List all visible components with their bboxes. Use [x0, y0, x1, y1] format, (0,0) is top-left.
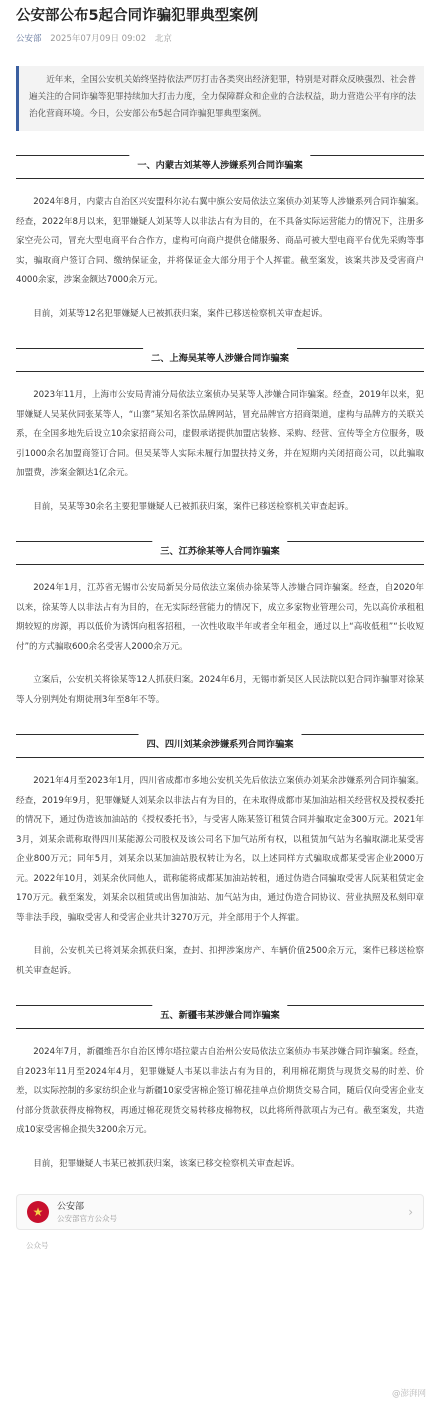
section-paragraph: 立案后，公安机关将徐某等12人抓获归案。2024年6月，无锡市新吴区人民法院以犯合同诈骗罪对徐某等人分别判处有期徒刑3年至8年不等。 [16, 675, 424, 705]
section-heading-text: 五、新疆韦某涉嫌合同诈骗案 [152, 1004, 287, 1028]
publish-datetime: 2025年07月09日 09:02 [50, 34, 147, 44]
account-card[interactable] [16, 1194, 424, 1230]
chevron-right-icon: › [408, 1205, 413, 1219]
account-name: 公安部 [57, 1201, 85, 1212]
section-heading-1 [16, 155, 424, 179]
section-heading-4 [16, 734, 424, 758]
section-paragraph: 2024年1月，江苏省无锡市公安局新吴分局依法立案侦办徐某等人涉嫌合同诈骗案。经查，自2020年以来，徐某等人以非法占有为目的，在无实际经营能力的情况下，成立多家物业管理公司，先以高价承租租期较短的房源，再以低价为诱饵向租客招租，一次性收取半年或者全年租金，通过以上“高收低租”“长收短付”的方式骗取600余名受害人2000余万元。 [16, 583, 424, 652]
article [0, 6, 440, 1174]
publish-location: 北京 [154, 34, 172, 44]
section-paragraph: 2021年4月至2023年1月，四川省成都市多地公安机关先后依法立案侦办刘某余涉嫌系列合同诈骗案。经查，2019年9月，犯罪嫌疑人刘某余以非法占有为目的，在未取得成都市某加油站相关经营权及授权委托的情况下，通过伪造该加油站的《授权委托书》，与受害人陈某签订租赁合同并骗取定金300万元。2021年3月，刘某余谎称取得四川某能源公司股权及该公司名下加气站所有权，以租赁加气站为名骗取湖北某受害企业800万元；同年5月，刘某余以某加油站股权转让为名，以上述同样方式骗取成都某受害企业2000万元。2022年10月，刘某余伙同他人，谎称能将成都某加油站转租，通过伪造合同骗取受害人阮某租赁定金170万元。截至案发，刘某余以租赁或出售加油站、加气站为由，通过伪造合同协议、营业执照及私刻印章等非法手段，骗取受害人和受害企业共计3270万元，并全部用于个人挥霍。 [16, 776, 424, 923]
section-heading-5 [16, 1005, 424, 1029]
article-title: 公安部公布5起合同诈骗犯罪典型案例 [16, 8, 259, 24]
section-heading-text: 三、江苏徐某等人合同诈骗案 [152, 540, 287, 564]
section-paragraph: 目前，犯罪嫌疑人韦某已被抓获归案，该案已移交检察机关审查起诉。 [33, 1158, 300, 1169]
section-paragraph: 2024年8月，内蒙古自治区兴安盟科尔沁右翼中旗公安局依法立案侦办刘某等人涉嫌系列合同诈骗案。经查，2022年8月以来，犯罪嫌疑人刘某等人以非法占有为目的，在不具备实际运营能力的情况下，注册多家空壳公司，冒充大型电商平台合作方，虚构可向商户提供仓储服务、商品可被大型电商平台优先采购等事实，骗取商户签订合同、缴纳保证金，并将保证金大部分用于个人挥霍。截至案发，该案共涉及受害商户4000余家，涉案金额达7000余万元。 [16, 197, 424, 285]
section-paragraph: 目前，吴某等30余名主要犯罪嫌疑人已被抓获归案，案件已移送检察机关审查起诉。 [33, 501, 354, 512]
section-heading-text: 一、内蒙古刘某等人涉嫌系列合同诈骗案 [129, 154, 310, 178]
watermark: @澎湃网 [391, 1389, 426, 1399]
section-paragraph: 目前，公安机关已将刘某余抓获归案，查封、扣押涉案房产、车辆价值2500余万元，案件已移送检察机关审查起诉。 [16, 946, 424, 976]
account-card-text [57, 1201, 408, 1224]
intro-block: 近年来，全国公安机关始终坚持依法严厉打击各类突出经济犯罪，特别是对群众反映强烈、社会普遍关注的合同诈骗等犯罪持续加大打击力度，全力保障群众和企业的合法权益，助力营造公平有序的法治化营商环境。今日，公安部公布5起合同诈骗犯罪典型案例。 [16, 66, 424, 131]
footer-tag: 公众号 [26, 1241, 49, 1250]
article-meta [16, 32, 424, 46]
author-link[interactable]: 公安部 [16, 34, 42, 44]
account-description: 公安部官方公众号 [57, 1213, 117, 1223]
police-emblem-icon: ★ [27, 1201, 49, 1223]
section-paragraph: 目前，刘某等12名犯罪嫌疑人已被抓获归案，案件已移送检察机关审查起诉。 [33, 308, 328, 319]
sections-container [16, 155, 424, 1174]
section-heading-3 [16, 541, 424, 565]
section-paragraph: 2023年11月，上海市公安局青浦分局依法立案侦办吴某等人涉嫌合同诈骗案。经查，2019年以来，犯罪嫌疑人吴某伙同张某等人，“山寨”某知名茶饮品牌网站，冒充品牌官方招商渠道，虚构与品牌方的关联关系，在全国多地先后设立10余家招商公司，虚假承诺提供加盟店装修、采购、经营、宣传等全方位服务，吸引1000余名加盟商签订合同。但吴某等人实际未履行加盟扶持义务，并在短期内关闭招商公司，以此骗取加盟费，涉案金额达1亿余元。 [16, 390, 424, 478]
section-paragraph: 2024年7月，新疆维吾尔自治区博尔塔拉蒙古自治州公安局依法立案侦办韦某涉嫌合同诈骗案。经查，自2023年11月至2024年4月，犯罪嫌疑人韦某以非法占有为目的，利用棉花期货与现货交易的时差、价差，以实际控制的多家纺织企业与新疆10家受害棉企签订棉花挂单点价期货交易合同，随后仅向受害企业支付部分货款获得皮棉物权，再通过棉花现货交易转移皮棉物权，以此将所得款项占为己有。截至案发，共造成10家受害棉企损失3200余万元。 [16, 1047, 424, 1135]
section-heading-text: 二、上海吴某等人涉嫌合同诈骗案 [143, 347, 297, 371]
section-heading-2 [16, 348, 424, 372]
section-heading-text: 四、四川刘某余涉嫌系列合同诈骗案 [139, 733, 302, 757]
